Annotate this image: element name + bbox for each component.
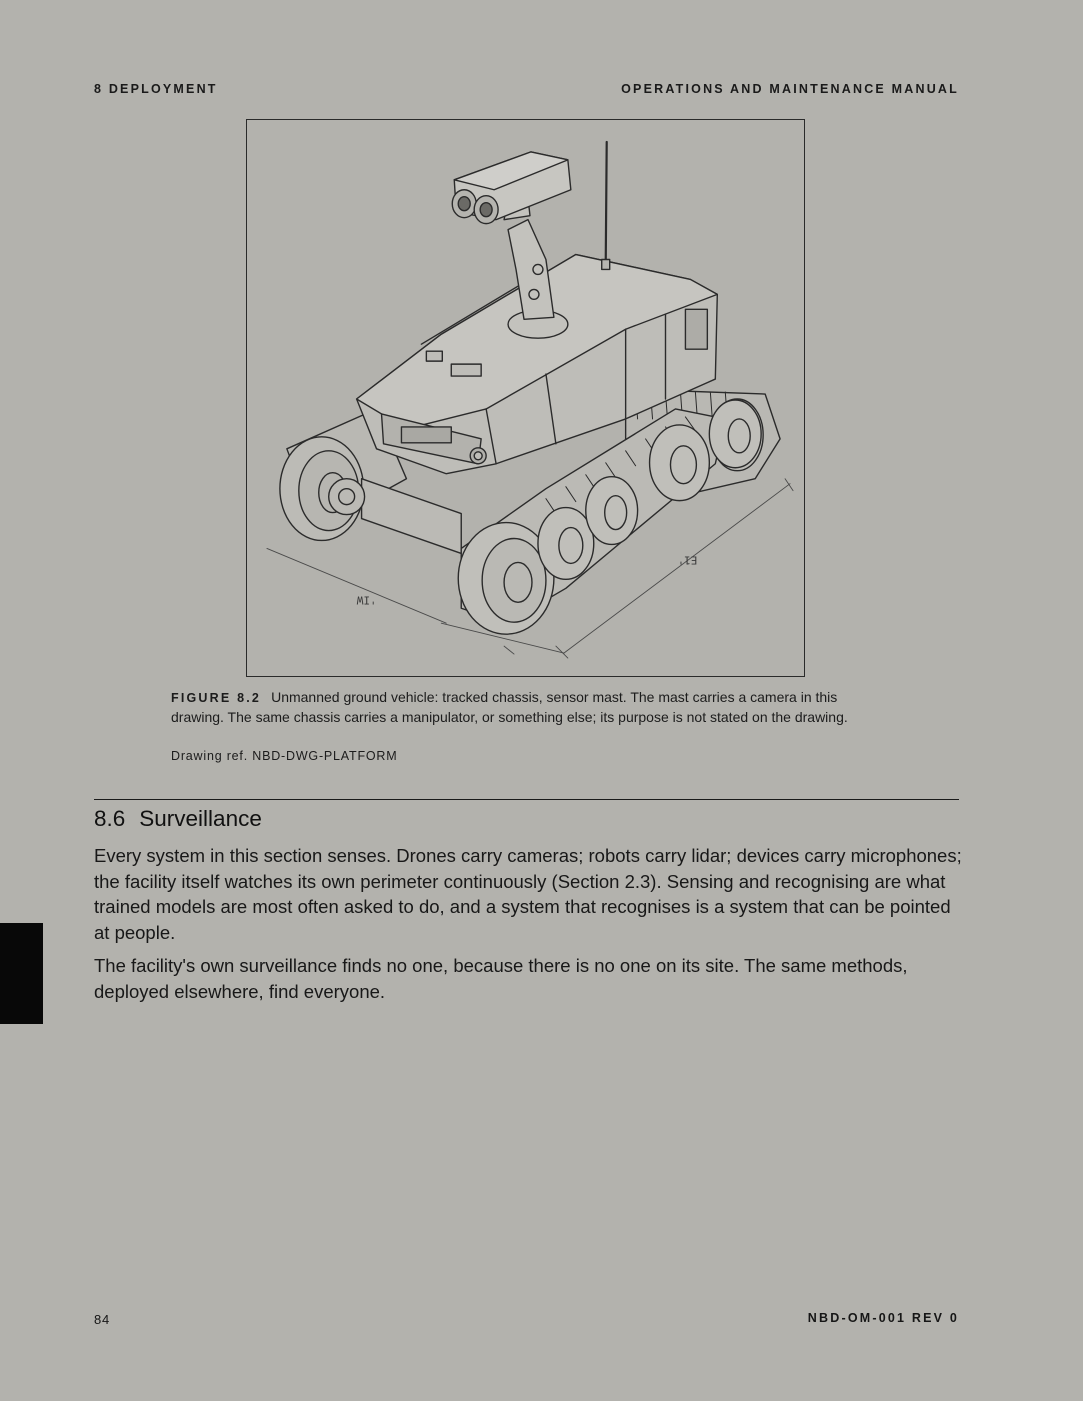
camera-head xyxy=(452,152,571,224)
section-heading xyxy=(94,806,262,832)
figure-caption xyxy=(171,688,891,726)
figure-label: FIGURE 8.2 xyxy=(171,691,262,705)
antenna xyxy=(602,142,610,270)
drawing-reference: Drawing ref. NBD-DWG-PLATFORM xyxy=(171,749,398,763)
section-divider xyxy=(94,799,959,800)
ugv-line-drawing xyxy=(247,120,804,676)
figure-frame xyxy=(246,119,805,677)
dimension-label-track: E1' xyxy=(677,553,698,567)
body-paragraph: Every system in this section senses. Drones carry cameras; robots carry lidar; devices carry microphones; the facility itself watches its own perimeter continuously (Section 2.3). Sensing and recognising are what trained models are most often asked to do, and a system that recognises is a system that can be pointed at people. xyxy=(94,845,962,943)
body-paragraph: The facility's own surveillance finds no one, because there is no one on its site. The same methods, deployed elsewhere, find everyone. xyxy=(94,955,908,1002)
page-number: 84 xyxy=(94,1312,111,1327)
document-id: NBD-OM-001 REV 0 xyxy=(807,1311,959,1325)
dimension-label-width: 'IW xyxy=(356,593,377,607)
running-head-chapter: 8 DEPLOYMENT xyxy=(94,82,218,96)
section-number: 8.6 xyxy=(94,806,126,831)
running-head-manual-title: OPERATIONS AND MAINTENANCE MANUAL xyxy=(621,82,959,96)
chapter-thumb-tab xyxy=(0,923,43,1024)
section-title: Surveillance xyxy=(139,806,262,831)
figure-caption-text: Unmanned ground vehicle: tracked chassis, sensor mast. The mast carries a camera in this drawing. The same chassis carries a manipulator, or something else; its purpose is not stated on the drawing. xyxy=(171,689,848,725)
